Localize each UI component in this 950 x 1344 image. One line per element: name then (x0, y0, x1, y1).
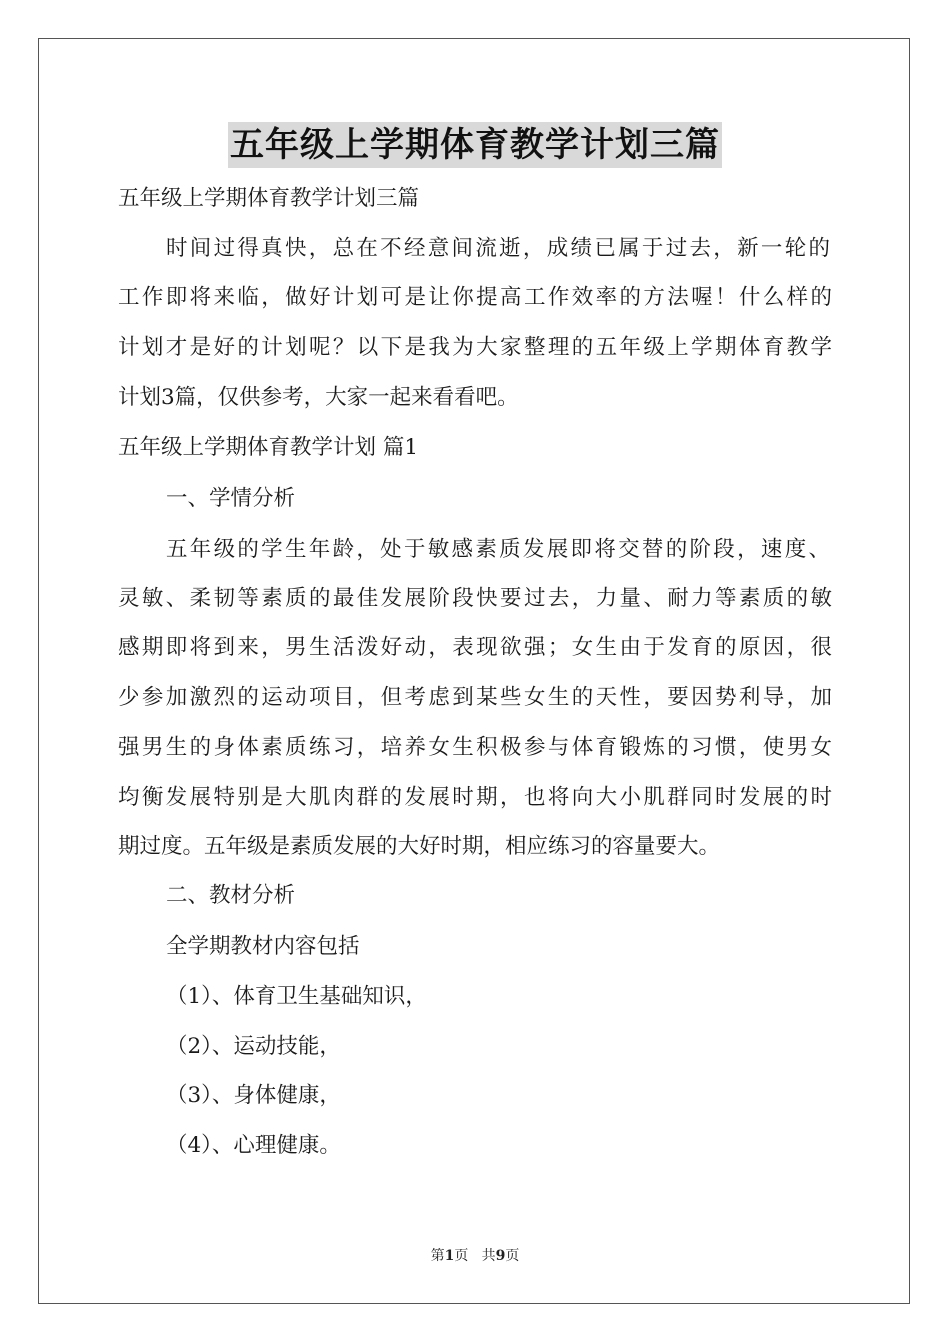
sub2-heading: 二、教材分析 (166, 883, 296, 908)
list-item: （4）、心理健康。 (166, 1133, 341, 1158)
sub2-intro: 全学期教材内容包括 (166, 934, 360, 959)
list-item: （3）、身体健康， (166, 1083, 341, 1108)
sub1-line-5: 强男生的身体素质练习，培养女生积极参与体育锻炼的习惯，使男女 (118, 735, 832, 760)
sub1-line-1: 五年级的学生年龄，处于敏感素质发展即将交替的阶段，速度、 (166, 537, 830, 562)
sub1-line-7: 期过度。五年级是素质发展的大好时期，相应练习的容量要大。 (118, 834, 721, 859)
total-label-prefix: 共 (481, 1248, 496, 1264)
total-label-suffix: 页 (505, 1248, 520, 1264)
intro-line-3: 计划才是好的计划呢？以下是我为大家整理的五年级上学期体育教学 (118, 335, 832, 360)
sub1-line-6: 均衡发展特别是大肌肉群的发展时期，也将向大小肌群同时发展的时 (118, 785, 832, 810)
page-total: 9 (495, 1248, 506, 1264)
intro-line-2: 工作即将来临，做好计划可是让你提高工作效率的方法喔！什么样的 (118, 285, 832, 310)
document-subtitle: 五年级上学期体育教学计划三篇 (118, 186, 420, 211)
page-footer (0, 1246, 950, 1266)
sub1-line-4: 少参加激烈的运动项目，但考虑到某些女生的天性，要因势利导，加 (118, 685, 832, 710)
intro-line-4: 计划3篇，仅供参考，大家一起来看看吧。 (118, 385, 519, 410)
page-border (38, 38, 910, 1304)
intro-line-1: 时间过得真快，总在不经意间流逝，成绩已属于过去，新一轮的 (166, 236, 830, 261)
title-wrap (0, 122, 950, 168)
page-current: 1 (444, 1248, 455, 1264)
list-item: （1）、体育卫生基础知识， (166, 984, 427, 1009)
section1-heading: 五年级上学期体育教学计划 篇1 (118, 435, 419, 460)
sub1-heading: 一、学情分析 (166, 486, 296, 511)
sub1-line-2: 灵敏、柔韧等素质的最佳发展阶段快要过去，力量、耐力等素质的敏 (118, 586, 832, 611)
sub1-line-3: 感期即将到来，男生活泼好动，表现欲强；女生由于发育的原因，很 (118, 635, 832, 660)
page-label-suffix: 页 (454, 1248, 469, 1264)
page-label-prefix: 第 (430, 1248, 445, 1264)
document-title: 五年级上学期体育教学计划三篇 (228, 122, 722, 168)
list-item: （2）、运动技能， (166, 1034, 341, 1059)
